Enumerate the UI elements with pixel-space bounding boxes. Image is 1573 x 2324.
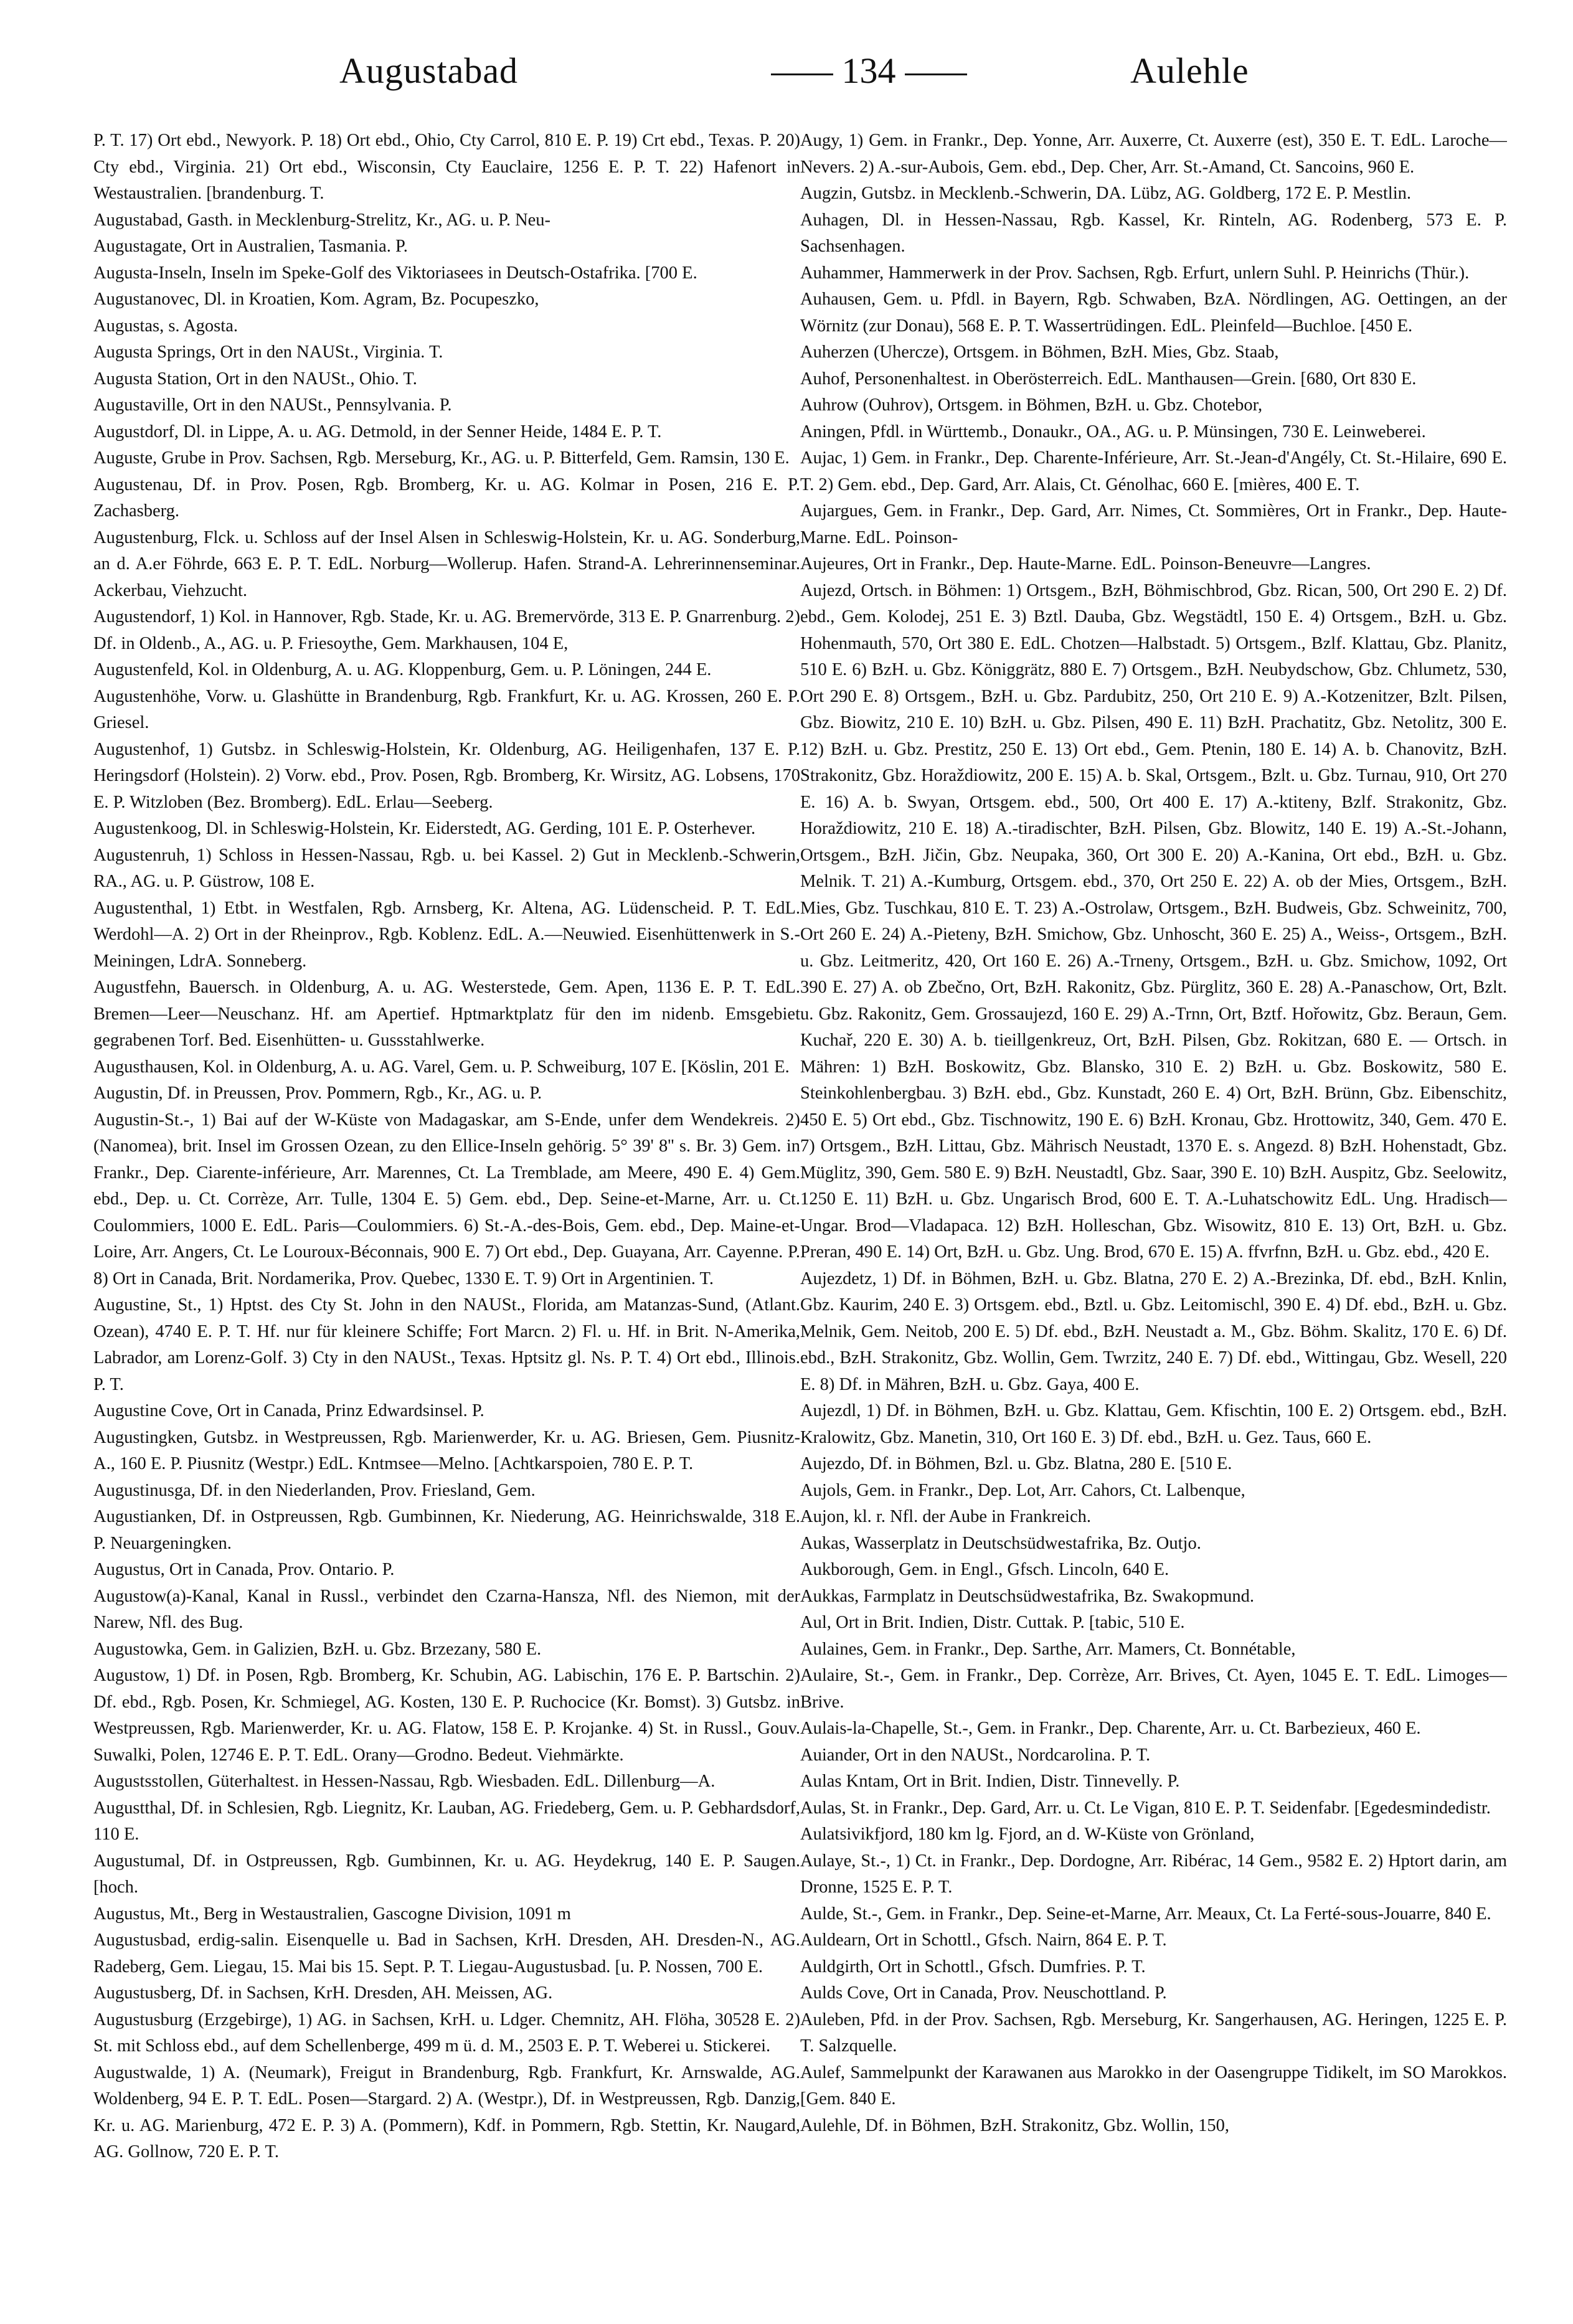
gazetteer-entry: Aulaye, St.-, 1) Ct. in Frankr., Dep. Dordogne, Arr. Ribérac, 14 Gem., 9582 E. 2) Hptort darin, am Dronne, 1525 E. P. T. (800, 1851, 1507, 1897)
gazetteer-entry: Aujac, 1) Gem. in Frankr., Dep. Charente-Inférieure, Arr. St.-Jean-d'Angély, Ct. St.-Hilaire, 690 E. T. 2) Gem. ebd., Dep. Gard, Arr. Alais, Ct. Génolhac, 660 E. [mières, 400 E. T. (800, 448, 1507, 494)
right-column (800, 128, 1507, 2282)
gazetteer-entry: Augustsstollen, Güterhaltest. in Hessen-Nassau, Rgb. Wiesbaden. EdL. Dillenburg—A. (93, 1772, 716, 1791)
gazetteer-entry: Augustendorf, 1) Kol. in Hannover, Rgb. Stade, Kr. u. AG. Bremervörde, 313 E. P. Gnarrenburg. 2) Df. in Oldenb., A., AG. u. P. Friesoythe, Gem. Markhausen, 104 E, (93, 607, 800, 653)
gazetteer-entry: Augustowka, Gem. in Galizien, BzH. u. Gbz. Brzezany, 580 E. (93, 1639, 542, 1659)
gazetteer-entry: Augustenhof, 1) Gutsbz. in Schleswig-Holstein, Kr. Oldenburg, AG. Heiligenhafen, 137 E. P. Heringsdorf (Holstein). 2) Vorw. ebd., Prov. Posen, Rgb. Bromberg, Kr. Wirsitz, AG. Lobsens, 170 E. P. Witzloben (Bez. Bromberg). EdL. Erlau—Seeberg. (93, 739, 800, 812)
gazetteer-entry: Auherzen (Uhercze), Ortsgem. in Böhmen, BzH. Mies, Gbz. Staab, (800, 342, 1279, 362)
gazetteer-entry: Aukkas, Farmplatz in Deutschsüdwestafrika, Bz. Swakopmund. (800, 1586, 1254, 1606)
gazetteer-entry: Augustenruh, 1) Schloss in Hessen-Nassau, Rgb. u. bei Kassel. 2) Gut in Mecklenb.-Schwerin, RA., AG. u. P. Güstrow, 108 E. (93, 845, 800, 891)
gazetteer-entry: Augustow(a)-Kanal, Kanal in Russl., verbindet den Czarna-Hansza, Nfl. des Niemon, mit der Narew, Nfl. des Bug. (93, 1586, 800, 1632)
gazetteer-entry: Auhof, Personenhaltest. in Oberösterreich. EdL. Manthausen—Grein. [680, Ort 830 E. (800, 369, 1417, 389)
gazetteer-entry: Augustusburg (Erzgebirge), 1) AG. in Sachsen, KrH. u. Ldger. Chemnitz, AH. Flöha, 30528 E. 2) St. mit Schloss ebd., auf dem Schellenberge, 499 m ü. d. M., 2503 E. P. T. Weberei u. Stickerei. (93, 2010, 800, 2056)
gazetteer-entry: P. T. 17) Ort ebd., Newyork. P. 18) Ort ebd., Ohio, Cty Carrol, 810 E. P. 19) Crt ebd., Texas. P. 20) Cty ebd., Virginia. 21) Ort ebd., Wisconsin, Cty Eauclaire, 1256 E. P. T. 22) Hafenort in Westaustralien. [brandenburg. T. (93, 131, 800, 203)
gazetteer-entry: Auhagen, Dl. in Hessen-Nassau, Rgb. Kassel, Kr. Rinteln, AG. Rodenberg, 573 E. P. Sachsenhagen. (800, 210, 1507, 256)
gazetteer-entry: Auiander, Ort in den NAUSt., Nordcarolina. P. T. (800, 1745, 1151, 1765)
gazetteer-entry: Augustenau, Df. in Prov. Posen, Rgb. Bromberg, Kr. u. AG. Kolmar in Posen, 216 E. P. Zachasberg. (93, 475, 800, 521)
gazetteer-entry: Aukas, Wasserplatz in Deutschsüdwestafrika, Bz. Outjo. (800, 1533, 1201, 1553)
gazetteer-entry: Augustus, Mt., Berg in Westaustralien, Gascogne Division, 1091 m (93, 1904, 571, 1924)
gazetteer-entry: Aulas Kntam, Ort in Brit. Indien, Distr. Tinnevelly. P. (800, 1772, 1180, 1791)
gazetteer-entry: Aujezd, Ortsch. in Böhmen: 1) Ortsgem., BzH, Böhmischbrod, Gbz. Rican, 500, Ort 290 E. 2) Df. ebd., Gem. Kolodej, 251 E. 3) Bztl. Dauba, Gbz. Wegstädtl, 150 E. 4) Ortsgem., BzH. u. Gbz. Hohenmauth, 570, Ort 380 E. EdL. Chotzen—Halbstadt. 5) Ortsgem., Bzlf. Klattau, Gbz. Planitz, 510 E. 6) BzH. u. Gbz. Königgrätz, 880 E. 7) Ortsgem., BzH. Neubydschow, Gbz. Chlumetz, 530, Ort 290 E. 8) Ortsgem., BzH. u. Gbz. Pardubitz, 250, Ort 210 E. 9) A.-Kotzenitzer, Bzlt. Pilsen, Gbz. Biowitz, 210 E. 10) BzH. u. Gbz. Pilsen, 490 E. 11) BzH. Prachatitz, Gbz. Netolitz, 300 E. 12) BzH. u. Gbz. Prestitz, 250 E. 13) Ort ebd., Gem. Ptenin, 180 E. 14) A. b. Chanovitz, BzH. Strakonitz, Gbz. Horaždiowitz, 200 E. 15) A. b. Skal, Ortsgem., Bzlt. u. Gbz. Turnau, 910, Ort 270 E. 16) A. b. Swyan, Ortsgem. ebd., 500, Ort 400 E. 17) A.-ktiteny, Bzlf. Strakonitz, Gbz. Horaždiowitz, 210 E. 18) A.-tiradischter, BzH. Pilsen, Gbz. Blowitz, 140 E. 19) A.-St.-Johann, Ortsgem., BzH. Jičin, Gbz. Neupaka, 360, Ort 300 E. 20) A.-Kanina, Ort ebd., BzH. u. Gbz. Melnik. T. 21) A.-Kumburg, Ortsgem. ebd., 370, Ort 250 E. 22) A. ob der Mies, Ortsgem., BzH. Mies, Gbz. Tuschkau, 810 E. T. 23) A.-Ostrolaw, Ortsgem., BzH. Budweis, Gbz. Schweinitz, 700, Ort 260 E. 24) A.-Pieteny, BzH. Smichow, Gbz. Unhoscht, 360 E. 25) A., Weiss-, Ortsgem., BzH. u. Gbz. Leitmeritz, 420, Ort 160 E. 26) A.-Trneny, Ortsgem., BzH. u. Gbz. Smichow, 1092, Ort 390 E. 27) A. ob Zbečno, Ort, BzH. Rakonitz, Gbz. Pürglitz, 360 E. 28) A.-Panaschow, Ort, Bzlt. u. Gbz. Rakonitz, Gem. Grossaujezd, 160 E. 29) A.-Trnn, Ort, Bztf. Hořowitz, Gbz. Beraun, Gem. Kuchař, 220 E. 30) A. b. tieillgenkreuz, Ort, BzH. Pilsen, Gbz. Rokitzan, 680 E. — Ortsch. in Mähren: 1) BzH. Boskowitz, Gbz. Blansko, 310 E. 2) BzH. u. Gbz. Boskowitz, 580 E. Steinkohlenbergbau. 3) BzH. ebd., Gbz. Kunstadt, 260 E. 4) Ort, BzH. Brünn, Gbz. Eibenschitz, 450 E. 5) Ort ebd., Gbz. Tischnowitz, 190 E. 6) BzH. Kronau, Gbz. Hrottowitz, 340, Gem. 470 E. 7) Ortsgem., BzH. Littau, Gbz. Mährisch Neustadt, 1370 E. s. Angezd. 8) BzH. Hohenstadt, Gbz. Müglitz, 390, Gem. 580 E. 9) BzH. Neustadtl, Gbz. Saar, 390 E. 10) BzH. Auspitz, Gbz. Seelowitz, 1250 E. 11) BzH. u. Gbz. Ungarisch Brod, 600 E. T. A.-Luhatschowitz EdL. Ung. Hradisch—Ungar. Brod—Vladapaca. 12) BzH. Holleschan, Gbz. Wisowitz, 810 E. 13) Ort, BzH. u. Gbz. Preran, 490 E. 14) Ort, BzH. u. Gbz. Ung. Brod, 670 E. 15) A. ffvrfnn, BzH. u. Gbz. ebd., 420 E. (800, 580, 1507, 1262)
page-header (93, 44, 1526, 112)
gazetteer-entry: Auldearn, Ort in Schottl., Gfsch. Nairn, 864 E. P. T. (800, 1930, 1167, 1950)
gazetteer-entry: Aulas, St. in Frankr., Dep. Gard, Arr. u. Ct. Le Vigan, 810 E. P. T. Seidenfabr. [Egedesmindedistr. (800, 1798, 1491, 1818)
page-number-block (757, 50, 981, 92)
gazetteer-entry: Augustthal, Df. in Schlesien, Rgb. Liegnitz, Kr. Lauban, AG. Friedeberg, Gem. u. P. Gebhardsdorf, 110 E. (93, 1798, 800, 1844)
gazetteer-entry: Augusta Station, Ort in den NAUSt., Ohio. T. (93, 369, 417, 389)
gazetteer-entry: Augy, 1) Gem. in Frankr., Dep. Yonne, Arr. Auxerre, Ct. Auxerre (est), 350 E. T. EdL. Laroche—Nevers. 2) A.-sur-Aubois, Gem. ebd., Dep. Cher, Arr. St.-Amand, Ct. Sancoins, 960 E. (800, 131, 1507, 177)
gazetteer-entry: Augustinusga, Df. in den Niederlanden, Prov. Friesland, Gem. (93, 1480, 536, 1500)
gazetteer-entry: Augustingken, Gutsbz. in Westpreussen, Rgb. Marienwerder, Kr. u. AG. Briesen, Gem. Piusnitz-A., 160 E. P. Piusnitz (Westpr.) EdL. Kntmsee—Melno. [Achtkarspoien, 780 E. P. T. (93, 1427, 800, 1473)
left-column (93, 128, 800, 2282)
gazetteer-entry: Augustenburg, Flck. u. Schloss auf der Insel Alsen in Schleswig-Holstein, Kr. u. AG. Sonderburg, an d. A.er Föhrde, 663 E. P. T. EdL. Norburg—Wollerup. Hafen. Strand-A. Lehrerinnenseminar. Ackerbau, Viehzucht. (93, 527, 800, 600)
gazetteer-entry: Aulds Cove, Ort in Canada, Prov. Neuschottland. P. (800, 1983, 1167, 2003)
gazetteer-entry: Aujon, kl. r. Nfl. der Aube in Frankreich. (800, 1507, 1091, 1526)
gazetteer-entry: Augusta Springs, Ort in den NAUSt., Virginia. T. (93, 342, 443, 362)
gazetteer-entry: Augusthausen, Kol. in Oldenburg, A. u. AG. Varel, Gem. u. P. Schweiburg, 107 E. [Köslin, 201 E. (93, 1057, 790, 1077)
gazetteer-entry: Augustanovec, Dl. in Kroatien, Kom. Agram, Bz. Pocupeszko, (93, 290, 539, 309)
header-first-entry: Augustabad (339, 50, 519, 91)
header-dash-right (905, 73, 967, 75)
gazetteer-entry: Augustow, 1) Df. in Posen, Rgb. Bromberg, Kr. Schubin, AG. Labischin, 176 E. P. Bartschin. 2) Df. ebd., Rgb. Posen, Kr. Schmiegel, AG. Kosten, 130 E. P. Ruchocice (Kr. Bomst). 3) Gutsbz. in Westpreussen, Rgb. Marienwerder, Kr. u. AG. Flatow, 158 E. P. Krojanke. 4) St. in Russl., Gouv. Suwalki, Polen, 12746 E. P. T. EdL. Orany—Grodno. Bedeut. Viehmärkte. (93, 1666, 800, 1765)
gazetteer-entry: Auleben, Pfd. in der Prov. Sachsen, Rgb. Merseburg, Kr. Sangerhausen, AG. Heringen, 1225 E. P. T. Salzquelle. (800, 2010, 1507, 2056)
gazetteer-entry: Augustianken, Df. in Ostpreussen, Rgb. Gumbinnen, Kr. Niederung, AG. Heinrichswalde, 318 E. P. Neuargeningken. (93, 1507, 800, 1553)
gazetteer-entry: Aulaines, Gem. in Frankr., Dep. Sarthe, Arr. Mamers, Ct. Bonnétable, (800, 1639, 1296, 1659)
gazetteer-entry: Augustin-St.-, 1) Bai auf der W-Küste von Madagaskar, am S-Ende, unfer dem Wendekreis. 2) (Nanomea), brit. Insel im Grossen Ozean, zu den Ellice-Inseln gehörig. 5° 39' 8'' s. Br. 3) Gem. in Frankr., Dep. Ciarente-inférieure, Arr. Marennes, Ct. La Tremblade, am Meere, 490 E. 4) Gem. ebd., Dep. u. Ct. Corrèze, Arr. Tulle, 1304 E. 5) Gem. ebd., Dep. Seine-et-Marne, Arr. u. Ct. Coulommiers, 1000 E. EdL. Paris—Coulommiers. 6) St.-A.-des-Bois, Gem. ebd., Dep. Maine-et-Loire, Arr. Angers, Ct. Le Louroux-Béconnais, 900 E. 7) Ort ebd., Dep. Guayana, Arr. Cayenne. P. 8) Ort in Canada, Brit. Nordamerika, Prov. Quebec, 1330 E. T. 9) Ort in Argentinien. T. (93, 1110, 800, 1288)
gazetteer-entry: Augustaville, Ort in den NAUSt., Pennsylvania. P. (93, 395, 452, 415)
gazetteer-entry: Augustenhöhe, Vorw. u. Glashütte in Brandenburg, Rgb. Frankfurt, Kr. u. AG. Krossen, 260 E. P. Griesel. (93, 686, 800, 732)
gazetteer-entry: Augustenfeld, Kol. in Oldenburg, A. u. AG. Kloppenburg, Gem. u. P. Löningen, 244 E. (93, 660, 712, 679)
gazetteer-entry: Aujezdetz, 1) Df. in Böhmen, BzH. u. Gbz. Blatna, 270 E. 2) A.-Brezinka, Df. ebd., BzH. Knlin, Gbz. Kaurim, 240 E. 3) Ortsgem. ebd., Bztl. u. Gbz. Leitomischl, 390 E. 4) Df. ebd., BzH. u. Gbz. Melnik, Gem. Neitob, 200 E. 5) Df. ebd., BzH. Neustadt a. M., Gbz. Böhm. Skalitz, 170 E. 6) Df. ebd., BzH. Strakonitz, Gbz. Wollin, Gem. Twrzitz, 240 E. 7) Df. ebd., Wittingau, Gbz. Wesell, 220 E. 8) Df. in Mähren, BzH. u. Gbz. Gaya, 400 E. (800, 1268, 1507, 1394)
gazetteer-entry: Augustdorf, Dl. in Lippe, A. u. AG. Detmold, in der Senner Heide, 1484 E. P. T. (93, 422, 662, 442)
gazetteer-entry: Auhrow (Ouhrov), Ortsgem. in Böhmen, BzH. u. Gbz. Chotebor, (800, 395, 1263, 415)
gazetteer-entry: Auhausen, Gem. u. Pfdl. in Bayern, Rgb. Schwaben, BzA. Nördlingen, AG. Oettingen, an der Wörnitz (zur Donau), 568 E. P. T. Wassertrüdingen. EdL. Pleinfeld—Buchloe. [450 E. (800, 290, 1507, 336)
gazetteer-entry: Augustine, St., 1) Hptst. des Cty St. John in den NAUSt., Florida, am Matanzas-Sund, (Atlant. Ozean), 4740 E. P. T. Hf. nur für kleinere Schiffe; Fort Marcn. 2) Fl. u. Hf. in Brit. N-Amerika, Labrador, am Lorenz-Golf. 3) Cty in den NAUSt., Texas. Hptsitz gl. Ns. P. T. 4) Ort ebd., Illinois. P. T. (93, 1295, 800, 1394)
gazetteer-entry: Aujeures, Ort in Frankr., Dep. Haute-Marne. EdL. Poinson-Beneuvre—Langres. (800, 554, 1371, 574)
gazetteer-entry: Augustwalde, 1) A. (Neumark), Freigut in Brandenburg, Rgb. Frankfurt, Kr. Arnswalde, AG. Woldenberg, 94 E. P. T. EdL. Posen—Stargard. 2) A. (Westpr.), Df. in Westpreussen, Rgb. Danzig, Kr. u. AG. Marienburg, 472 E. P. 3) A. (Pommern), Kdf. in Pommern, Rgb. Stettin, Kr. Naugard, AG. Gollnow, 720 E. P. T. (93, 2062, 800, 2161)
gazetteer-entry: Aul, Ort in Brit. Indien, Distr. Cuttak. P. [tabic, 510 E. (800, 1613, 1185, 1632)
gazetteer-entry: Augustfehn, Bauersch. in Oldenburg, A. u. AG. Westerstede, Gem. Apen, 1136 E. P. T. EdL. Bremen—Leer—Neuschanz. Hf. am Apertief. Hptmarktplatz für den im nidenb. Emsgebiet gegrabenen Torf. Bed. Eisenhütten- u. Gussstahlwerke. (93, 978, 800, 1050)
gazetteer-entry: Aulef, Sammelpunkt der Karawanen aus Marokko in der Oasengruppe Tidikelt, im SO Marokkos. [Gem. 840 E. (800, 2062, 1507, 2109)
gazetteer-entry: Aujargues, Gem. in Frankr., Dep. Gard, Arr. Nimes, Ct. Sommières, Ort in Frankr., Dep. Haute-Marne. EdL. Poinson- (800, 501, 1507, 547)
page-number: 134 (841, 50, 896, 91)
header-dash-left (771, 73, 833, 75)
gazetteer-entry: Aukborough, Gem. in Engl., Gfsch. Lincoln, 640 E. (800, 1560, 1169, 1579)
gazetteer-entry: Aujols, Gem. in Frankr., Dep. Lot, Arr. Cahors, Ct. Lalbenque, (800, 1480, 1245, 1500)
gazetteer-entry: Aujezdl, 1) Df. in Böhmen, BzH. u. Gbz. Klattau, Gem. Kfischtin, 100 E. 2) Ortsgem. ebd., BzH. Kralowitz, Gbz. Manetin, 310, Ort 160 E. 3) Df. ebd., BzH. u. Gez. Taus, 660 E. (800, 1401, 1507, 1447)
gazetteer-entry: Aulehle, Df. in Böhmen, BzH. Strakonitz, Gbz. Wollin, 150, (800, 2115, 1230, 2135)
gazetteer-entry: Augustenthal, 1) Etbt. in Westfalen, Rgb. Arnsberg, Kr. Altena, AG. Lüdenscheid. P. T. EdL. Werdohl—A. 2) Ort in der Rheinprov., Rgb. Koblenz. EdL. A.—Neuwied. Eisenhüttenwerk in S.-Meiningen, LdrA. Sonneberg. (93, 898, 800, 971)
gazetteer-entry: Auhammer, Hammerwerk in der Prov. Sachsen, Rgb. Erfurt, unlern Suhl. P. Heinrichs (Thür.). (800, 263, 1470, 283)
gazetteer-entry: Aulais-la-Chapelle, St.-, Gem. in Frankr., Dep. Charente, Arr. u. Ct. Barbezieux, 460 E. (800, 1719, 1421, 1738)
gazetteer-entry: Aujezdo, Df. in Böhmen, Bzl. u. Gbz. Blatna, 280 E. [510 E. (800, 1454, 1232, 1473)
gazetteer-entry: Auguste, Grube in Prov. Sachsen, Rgb. Merseburg, Kr., AG. u. P. Bitterfeld, Gem. Ramsin, 130 E. (93, 448, 790, 468)
gazetteer-entry: Augzin, Gutsbz. in Mecklenb.-Schwerin, DA. Lübz, AG. Goldberg, 172 E. P. Mestlin. (800, 184, 1412, 203)
header-last-entry: Aulehle (1130, 50, 1249, 91)
gazetteer-entry: Aningen, Pfdl. in Württemb., Donaukr., OA., AG. u. P. Münsingen, 730 E. Leinweberei. (800, 422, 1426, 442)
gazetteer-entry: Aulaire, St.-, Gem. in Frankr., Dep. Corrèze, Arr. Brives, Ct. Ayen, 1045 E. T. EdL. Limoges—Brive. (800, 1666, 1507, 1712)
gazetteer-entry: Augustenkoog, Dl. in Schleswig-Holstein, Kr. Eiderstedt, AG. Gerding, 101 E. P. Osterhever. (93, 819, 756, 838)
gazetteer-entry: Augustine Cove, Ort in Canada, Prinz Edwardsinsel. P. (93, 1401, 484, 1420)
gazetteer-entry: Augustabad, Gasth. in Mecklenburg-Strelitz, Kr., AG. u. P. Neu- (93, 210, 551, 230)
gazetteer-entry: Augustumal, Df. in Ostpreussen, Rgb. Gumbinnen, Kr. u. AG. Heydekrug, 140 E. P. Saugen. [hoch. (93, 1851, 800, 1897)
gazetteer-entry: Auldgirth, Ort in Schottl., Gfsch. Dumfries. P. T. (800, 1957, 1146, 1977)
gazetteer-entry: Augustusberg, Df. in Sachsen, KrH. Dresden, AH. Meissen, AG. (93, 1983, 553, 2003)
gazetteer-entry: Augustus, Ort in Canada, Prov. Ontario. P. (93, 1560, 395, 1579)
gazetteer-entry: Aulatsivikfjord, 180 km lg. Fjord, an d. W-Küste von Grönland, (800, 1825, 1255, 1844)
gazetteer-entry: Augusta-Inseln, Inseln im Speke-Golf des Viktoriasees in Deutsch-Ostafrika. [700 E. (93, 263, 697, 283)
gazetteer-entry: Augustas, s. Agosta. (93, 316, 238, 336)
gazetteer-entry: Augustusbad, erdig-salin. Eisenquelle u. Bad in Sachsen, KrH. Dresden, AH. Dresden-N., AG. Radeberg, Gem. Liegau, 15. Mai bis 15. Sept. P. T. Liegau-Augustusbad. [u. P. Nossen, 700 E. (93, 1930, 800, 1977)
gazetteer-entry: Aulde, St.-, Gem. in Frankr., Dep. Seine-et-Marne, Arr. Meaux, Ct. La Ferté-sous-Jouarre, 840 E. (800, 1904, 1491, 1924)
gazetteer-entry: Augustagate, Ort in Australien, Tasmania. P. (93, 237, 408, 256)
gazetteer-entry: Augustin, Df. in Preussen, Prov. Pommern, Rgb., Kr., AG. u. P. (93, 1084, 542, 1103)
